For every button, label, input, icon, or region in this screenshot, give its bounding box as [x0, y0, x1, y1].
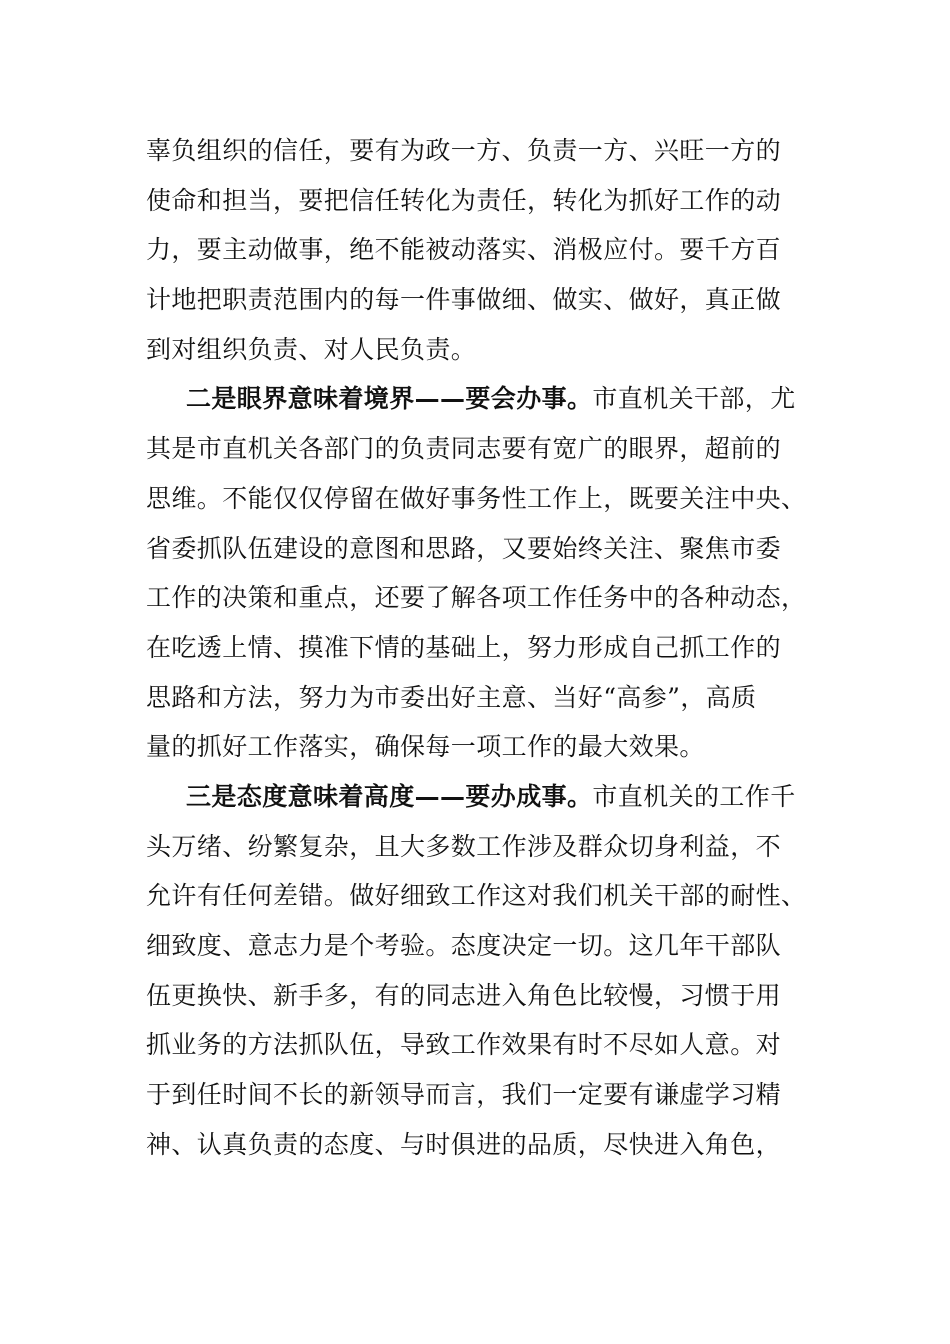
line-text: 细致度、意志力是个考验。态度决定一切。这几年干部队 — [146, 931, 782, 960]
line-text: 神、认真负责的态度、与时俱进的品质，尽快进入角色， — [146, 1129, 782, 1159]
line-text: 市直机关的工作千 — [592, 781, 796, 811]
line-text: 工作的决策和重点，还要了解各项工作任务中的各种动态， — [146, 583, 807, 613]
line-text: 抓业务的方法抓队伍，导致工作效果有时不尽如人意。对 — [146, 1030, 782, 1060]
text-line — [146, 424, 806, 474]
line-text: 思路和方法，努力为市委出好主意、当好“高参”，高质 — [146, 682, 757, 712]
text-line — [146, 673, 806, 723]
line-text: 力，要主动做事，绝不能被动落实、消极应付。要千方百 — [146, 235, 782, 265]
line-text: 思维。不能仅仅停留在做好事务性工作上，既要关注中央、 — [146, 483, 807, 513]
line-text: 在吃透上情、摸准下情的基础上，努力形成自己抓工作的 — [146, 632, 782, 662]
text-line — [146, 822, 806, 872]
text-line — [146, 573, 806, 623]
text-line — [146, 474, 806, 524]
line-text: 伍更换快、新手多，有的同志进入角色比较慢，习惯于用 — [146, 980, 782, 1010]
text-line — [146, 971, 806, 1021]
line-text: 计地把职责范围内的每一件事做细、做实、做好，真正做 — [146, 285, 782, 315]
line-text: 使命和担当，要把信任转化为责任，转化为抓好工作的动 — [146, 185, 782, 215]
text-line — [146, 524, 806, 574]
line-text: 其是市直机关各部门的负责同志要有宽广的眼界，超前的 — [146, 434, 782, 464]
text-line — [146, 772, 806, 822]
text-line — [146, 1120, 806, 1170]
text-line — [146, 275, 806, 325]
paragraph-2 — [146, 374, 806, 772]
line-text: 辜负组织的信任，要有为政一方、负责一方、兴旺一方的 — [146, 136, 782, 165]
line-text: 头万绪、纷繁复杂，且大多数工作涉及群众切身利益，不 — [146, 831, 782, 861]
text-line — [146, 623, 806, 673]
text-line — [146, 921, 806, 971]
section-heading: 三是态度意味着高度——要办成事。 — [186, 781, 593, 811]
text-line — [146, 1070, 806, 1120]
line-text: 允许有任何差错。做好细致工作这对我们机关干部的耐性、 — [146, 881, 807, 911]
text-line — [146, 325, 806, 375]
text-line — [146, 374, 806, 424]
text-line — [146, 176, 806, 226]
paragraph-3 — [146, 772, 806, 1170]
text-line — [146, 225, 806, 275]
line-text: 省委抓队伍建设的意图和思路，又要始终关注、聚焦市委 — [146, 533, 782, 563]
document-body — [146, 126, 806, 1169]
line-text: 于到任时间不长的新领导而言，我们一定要有谦虚学习精 — [146, 1080, 782, 1110]
text-line — [146, 871, 806, 921]
section-heading: 二是眼界意味着境界——要会办事。 — [186, 384, 593, 414]
line-text: 到对组织负责、对人民负责。 — [146, 334, 477, 364]
line-text: 量的抓好工作落实，确保每一项工作的最大效果。 — [146, 732, 705, 762]
paragraph-1 — [146, 126, 806, 374]
text-line — [146, 722, 806, 772]
line-text: 市直机关干部，尤 — [592, 384, 796, 414]
text-line — [146, 126, 806, 176]
text-line — [146, 1020, 806, 1070]
